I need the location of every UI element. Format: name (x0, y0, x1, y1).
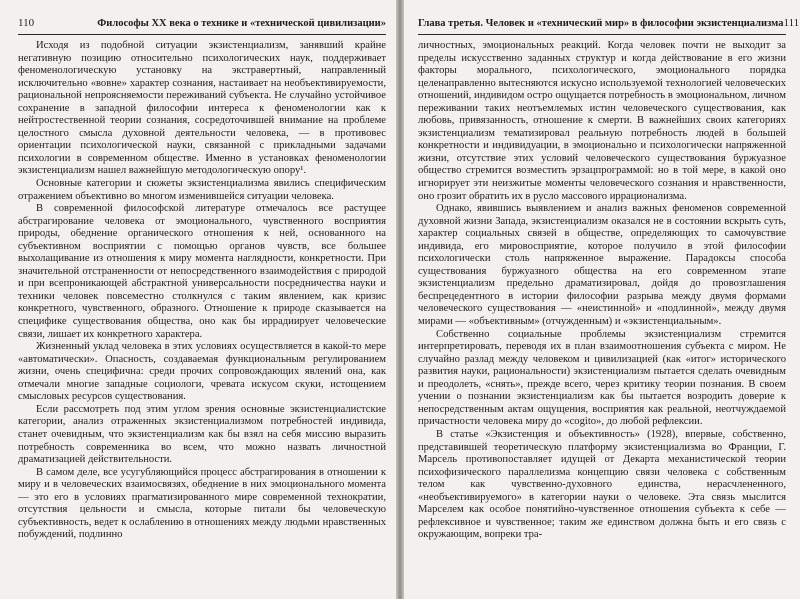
right-page (404, 0, 800, 599)
paragraph: В самом деле, все усугубляющийся процесс абстрагирования в отношении к миру и в человеческих взаимосвязях, обеднение в них эмоционального момента — это его в условиях прагматизированного мире современной технократии, отсутствия цельности и смысла, которые питали бы человеческую субъективность, ведет к ослаблению в отношениях между людьми нравственных побуждений, подлинно (18, 466, 386, 541)
header-rule (418, 34, 786, 35)
paragraph: В современной философской литературе отмечалось все растущее абстрагирование человека от эмоционального, чувственного восприятия природы, обеднение органического отношения к ней, основанного на субъективном восприятии с помощью органов чувств, все большее выхолащивание из отношения к миру момента наглядности, конкретности. При значительной отстраненности от непосредственного взаимодействия с природой и при всепроникающей абстрактной универсальности посредничества науки и техники человек повсеместно столкнулся с таким явлением, как кризис конкретного, чувственного, образного. Отношение к природе сказывается на специфике существования общества, оно как бы иррадиирует человеческие связи, лишает их конкретного характера. (18, 203, 386, 340)
paragraph: Жизненный уклад человека в этих условиях осуществляется в какой-то мере «автоматически». Опасность, создаваемая функциональным регулированием жизни, очень специфична: среди прочих сопровождающих явлений она, как отмечали многие западные социологи, чревата искусом скуки, истощением смысловых ресурсов существования. (18, 341, 386, 403)
paragraph: В статье «Экзистенция и объективность» (1928), впервые, собственно, представившей теоретическую платформу экзистенциализма во Франции, Г. Марсель противопоставляет идущей от Декарта механистической теории психофизического параллелизма концепцию связи человека с собственным телом как чувственно-духовного единства, нерасчлененного, «необъективируемого» в категории науки о человеке. Эта связь мыслится Марселем как особое понятийно-чувственное отношения субъекта к себе — рефлексивное и чувственное; таким же единством должна быть и его связь с окружающим, вопреки тра- (418, 428, 786, 541)
paragraph: Основные категории и сюжеты экзистенциализма явились специфическим отражением объективно во многом изменившейся ситуации человека. (18, 178, 386, 202)
running-header (18, 17, 386, 31)
paragraph: Исходя из подобной ситуации экзистенциализм, занявший крайне негативную позицию относительно психологических наук, поддерживает феноменологическую установку на экстравертный, направленный исключительно «вовне» характер сознания, настаивает на необъективируемости, рациональной непроясняемости переживаний субъекта. Не случайно устойчивое сохранение в западной философии интереса к феноменологии как к нейтростественной теории сознания, сосредоточившей внимание на проблеме целостного смысла духовной деятельности человека, — в противовес ориентации психологической науки, связанной с прикладными задачами психологии в современном обществе. Именно в установках феноменологии экзистенциализм нашел важнейшую методологическую опору¹. (18, 40, 386, 177)
body-text (18, 40, 386, 542)
left-page (0, 0, 396, 599)
running-header-title: Философы XX века о технике и «технической цивилизации» (97, 18, 386, 29)
paragraph: Собственно социальные проблемы экзистенциализм стремится интерпретировать, переводя их в план взаимоотношения субъекта с миром. Не случайно разлад между человеком и цивилизацией (как «итог» исторического развития науки, рациональности) экзистенциализм пытается сделать очевидным и преодолеть, «снять», прежде всего, через критику теории познания. В своем учении о познании экзистенциализм как бы пытается возродить доверие к непосредственным актам ощущения, восприятия как реальной, неотчуждаемой причастности человека миру до «cogito», до любой рефлексии. (418, 328, 786, 428)
body-text (418, 40, 786, 542)
page-number: 110 (18, 17, 35, 29)
book-gutter (396, 0, 404, 599)
running-header (418, 17, 800, 31)
paragraph: личностных, эмоциональных реакций. Когда человек почти не выходит за пределы искусственно заданных структур и когда действование в его жизни факторы морального, психологического, эмоционального порядка целенаправленно вытесняются искусно используемой технологией человеческих отношений, индивидом остро ощущается потребность в эмоциональном, личном переживании таких неотъемлемых истин человеческого существования, как любовь, привязанность, отношение к смерти. В важнейших своих категориях экзистенциализм тематизировал реальную потребность людей в большей конкретности и индивидуации, в эмоционально и психологически напряженной жизни, отсутствие этих условий человеческого существования буржуазное общество стремится возместить эрзацпрограммой: но в той мере, в какой оно игнорирует эти неизжитые моменты человеческого сознания и нравственности, оно грозит обратить их в русло массового иррационализма. (418, 40, 786, 202)
paragraph: Если рассмотреть под этим углом зрения основные экзистенциалистские категории, анализ отраженных экзистенциализмом потребностей индивида, станет очевидным, что экзистенциализм как бы взял на себя миссию выразить потребность современника во всем, что можно назвать личностной драматизацией действительности. (18, 403, 386, 466)
page-number: 111 (783, 17, 800, 29)
paragraph: Однако, явившись выявлением и анализ важных феноменов современной духовной жизни Запада, экзистенциализм оказался не в состоянии вскрыть суть, характер социальных связей в обществе, определяющих то самочувствие индивида, его мировосприятие, которое получило в этой философии психологически столь напряженное выражение. Парадоксы способа существования буржуазного общества на его современном этапе экзистенциализм предельно драматизировал, дойдя до провозглашения беспрецедентного в истории философии разрыва между двумя формами человеческого существования — «неистинной» и «подлинной», между двумя мирами — «объективным» (отчужденным) и «экзистенциальным». (418, 203, 786, 328)
header-rule (18, 34, 386, 35)
running-header-title: Глава третья. Человек и «технический мир» в философии экзистенциализма (418, 18, 784, 29)
